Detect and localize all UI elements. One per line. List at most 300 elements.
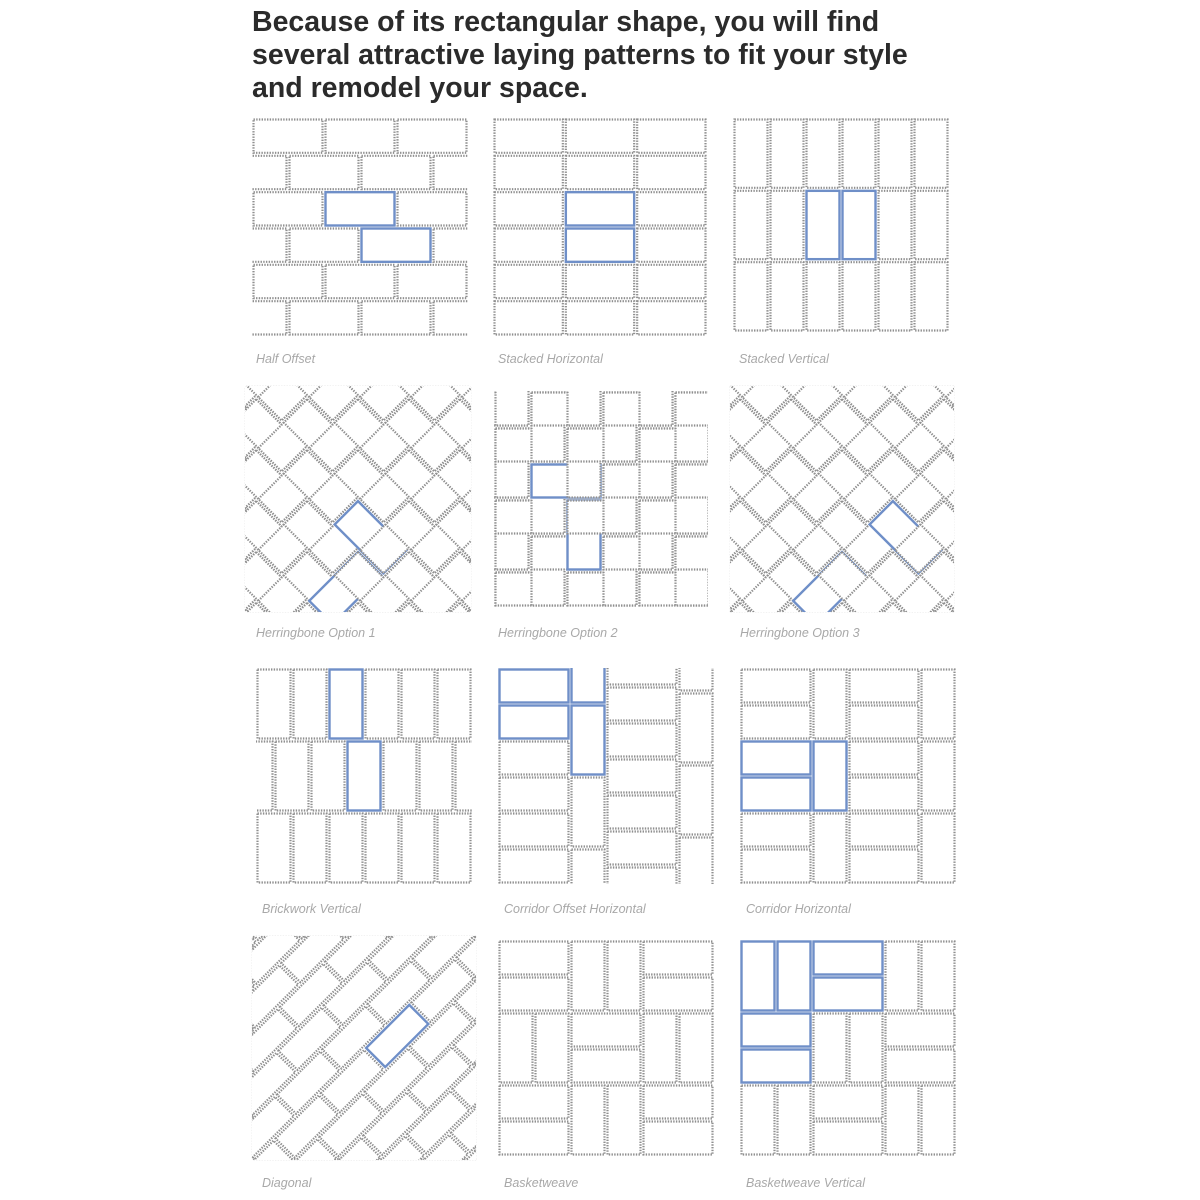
tile-pattern-icon — [103, 1013, 165, 1075]
tile-pattern-icon — [640, 357, 709, 390]
tile-pattern-icon — [1099, 552, 1171, 624]
tile-pattern-icon — [148, 968, 210, 1030]
tile-pattern-icon — [360, 1180, 422, 1200]
tile-pattern-icon — [195, 879, 257, 941]
tile-pattern-icon — [254, 120, 323, 153]
tile-pattern-icon — [1124, 297, 1196, 369]
tile-pattern-icon — [742, 814, 811, 847]
tile-pattern-icon — [946, 399, 1018, 471]
tile-pattern-icon — [194, 923, 256, 985]
tile-pattern-icon — [80, 807, 152, 879]
tile-pattern-icon — [615, 603, 687, 675]
tile-pattern-icon — [856, 357, 925, 390]
tile-pattern-icon — [131, 501, 203, 573]
herringbone-option-1-diagram — [245, 386, 471, 612]
tile-pattern-icon — [188, 1098, 250, 1160]
tile-pattern-icon — [1022, 247, 1094, 319]
tile-pattern-icon — [352, 357, 421, 390]
tile-pattern-icon — [997, 603, 1069, 675]
tile-pattern-icon — [55, 603, 127, 675]
tile-pattern-icon — [187, 1142, 249, 1200]
tile-pattern-icon — [922, 1086, 955, 1155]
tile-pattern-icon — [742, 1050, 811, 1083]
tile-pattern-icon — [258, 670, 291, 739]
tile-pattern-icon — [106, 247, 178, 319]
tile-pattern-icon — [240, 742, 273, 811]
tile-pattern-icon — [1124, 196, 1196, 268]
tile-pattern-icon — [1048, 756, 1120, 828]
tile-pattern-icon — [997, 654, 1069, 726]
pattern-half-offset — [252, 118, 468, 336]
tile-pattern-icon — [771, 191, 804, 259]
tile-pattern-icon — [850, 670, 919, 703]
tile-pattern-icon — [290, 156, 359, 189]
tile-pattern-icon — [29, 603, 101, 675]
tile-pattern-icon — [807, 262, 840, 330]
caption-herringbone-option-1: Herringbone Option 1 — [256, 626, 376, 640]
tile-pattern-icon — [1099, 603, 1171, 675]
tile-pattern-icon — [362, 301, 431, 334]
tile-pattern-icon — [500, 670, 569, 703]
tile-pattern-icon — [80, 247, 152, 319]
tile-pattern-icon — [59, 1015, 121, 1077]
tile-pattern-icon — [608, 760, 677, 793]
tile-pattern-icon — [182, 705, 254, 777]
headline — [252, 6, 972, 105]
tile-pattern-icon — [80, 450, 152, 522]
tile-pattern-icon — [1124, 756, 1196, 828]
caption-herringbone-option-3: Herringbone Option 3 — [740, 626, 860, 640]
pattern-corridor-horizontal — [740, 668, 956, 884]
tile-pattern-icon — [150, 924, 212, 986]
tile-pattern-icon — [4, 705, 76, 777]
tile-pattern-icon — [182, 552, 254, 624]
stacked-horizontal-diagram — [493, 118, 707, 336]
tile-pattern-icon — [55, 807, 127, 879]
tile-pattern-icon — [4, 858, 76, 930]
tile-pattern-icon — [29, 807, 101, 879]
tile-pattern-icon — [4, 399, 76, 471]
tile-pattern-icon — [58, 1059, 120, 1121]
tile-pattern-icon — [1048, 858, 1120, 930]
tile-pattern-icon — [398, 265, 467, 298]
tile-pattern-icon — [742, 670, 811, 703]
tile-pattern-icon — [106, 654, 178, 726]
tile-pattern-icon — [771, 120, 804, 188]
tile-pattern-icon — [1048, 552, 1120, 624]
tile-pattern-icon — [566, 192, 634, 225]
tile-pattern-icon — [254, 265, 323, 298]
tile-pattern-icon — [411, 603, 483, 675]
tile-pattern-icon — [106, 552, 178, 624]
tile-pattern-icon — [1073, 603, 1145, 675]
tile-pattern-icon — [644, 978, 713, 1011]
tile-pattern-icon — [1124, 348, 1196, 420]
caption-brickwork-vertical: Brickwork Vertical — [262, 902, 361, 916]
tile-pattern-icon — [326, 120, 395, 153]
tile-pattern-icon — [172, 537, 241, 570]
tile-pattern-icon — [997, 297, 1069, 369]
tile-pattern-icon — [191, 1011, 253, 1073]
tile-pattern-icon — [398, 192, 467, 225]
tile-pattern-icon — [1048, 297, 1120, 369]
tile-pattern-icon — [1073, 756, 1145, 828]
tile-pattern-icon — [156, 858, 228, 930]
tile-pattern-icon — [131, 552, 203, 624]
tile-pattern-icon — [29, 552, 101, 624]
tile-pattern-icon — [971, 501, 1043, 573]
tile-pattern-icon — [608, 1086, 641, 1155]
tile-pattern-icon — [1048, 654, 1120, 726]
tile-pattern-icon — [608, 942, 641, 1011]
tile-pattern-icon — [572, 778, 605, 847]
tile-pattern-icon — [608, 832, 677, 865]
herringbone-option-3-diagram — [730, 386, 954, 612]
tile-pattern-icon — [735, 262, 768, 330]
herringbone-option-2-diagram — [494, 391, 708, 607]
tile-pattern-icon — [843, 120, 876, 188]
tile-pattern-icon — [172, 465, 241, 498]
tile-pattern-icon — [771, 262, 804, 330]
tile-pattern-icon — [106, 807, 178, 879]
tile-pattern-icon — [850, 1014, 883, 1083]
tile-pattern-icon — [742, 942, 775, 1011]
tile-pattern-icon — [644, 1086, 713, 1119]
tile-pattern-icon — [131, 807, 203, 879]
tile-pattern-icon — [886, 1050, 955, 1083]
tile-pattern-icon — [1124, 450, 1196, 522]
tile-pattern-icon — [362, 229, 431, 262]
tile-pattern-icon — [997, 450, 1069, 522]
tile-pattern-icon — [1022, 450, 1094, 522]
tile-pattern-icon — [143, 1143, 205, 1200]
tile-pattern-icon — [80, 501, 152, 573]
tile-pattern-icon — [218, 301, 287, 334]
caption-corridor-offset-horizontal: Corridor Offset Horizontal — [504, 902, 646, 916]
tile-pattern-icon — [29, 756, 101, 828]
tile-pattern-icon — [971, 552, 1043, 624]
tile-pattern-icon — [80, 603, 152, 675]
tile-pattern-icon — [420, 742, 453, 811]
tile-pattern-icon — [55, 756, 127, 828]
tile-pattern-icon — [637, 229, 705, 262]
tile-pattern-icon — [971, 654, 1043, 726]
pattern-brickwork-vertical — [256, 668, 472, 884]
tile-pattern-icon — [258, 814, 291, 883]
tile-pattern-icon — [1048, 450, 1120, 522]
tile-pattern-icon — [572, 1086, 605, 1155]
tile-pattern-icon — [814, 670, 847, 739]
tile-pattern-icon — [536, 1014, 569, 1083]
tile-pattern-icon — [156, 603, 228, 675]
tile-pattern-icon — [608, 796, 677, 829]
tile-pattern-icon — [843, 262, 876, 330]
tile-pattern-icon — [680, 838, 713, 907]
tile-pattern-icon — [326, 192, 395, 225]
tile-pattern-icon — [778, 942, 811, 1011]
tile-pattern-icon — [946, 603, 1018, 675]
tile-pattern-icon — [1099, 297, 1171, 369]
tile-pattern-icon — [997, 807, 1069, 879]
tile-pattern-icon — [971, 756, 1043, 828]
tile-pattern-icon — [4, 654, 76, 726]
tile-pattern-icon — [131, 399, 203, 471]
tile-pattern-icon — [182, 450, 254, 522]
tile-pattern-icon — [29, 501, 101, 573]
tile-pattern-icon — [330, 670, 363, 739]
tile-pattern-icon — [640, 357, 673, 426]
brickwork-vertical-diagram — [256, 668, 472, 884]
tile-pattern-icon — [566, 301, 634, 334]
tile-pattern-icon — [1022, 399, 1094, 471]
tile-pattern-icon — [644, 1122, 713, 1155]
tile-pattern-icon — [500, 978, 569, 1011]
tile-pattern-icon — [326, 265, 395, 298]
headline-line-3: and remodel your space. — [252, 72, 588, 104]
tile-pattern-icon — [55, 247, 127, 319]
tile-pattern-icon — [971, 705, 1043, 777]
tile-pattern-icon — [131, 654, 203, 726]
tile-pattern-icon — [182, 196, 254, 268]
tile-pattern-icon — [14, 1060, 76, 1122]
tile-pattern-icon — [1048, 501, 1120, 573]
tile-pattern-icon — [997, 705, 1069, 777]
tile-pattern-icon — [742, 742, 811, 775]
tile-pattern-icon — [920, 603, 992, 675]
tile-pattern-icon — [156, 348, 228, 420]
tile-pattern-icon — [946, 552, 1018, 624]
tile-pattern-icon — [572, 1014, 641, 1047]
tile-pattern-icon — [104, 970, 166, 1032]
tile-pattern-icon — [964, 465, 997, 534]
tile-pattern-icon — [922, 742, 955, 811]
caption-diagonal: Diagonal — [262, 1176, 312, 1190]
tile-pattern-icon — [185, 1186, 247, 1200]
tile-pattern-icon — [814, 1086, 883, 1119]
tile-pattern-icon — [895, 603, 967, 675]
pattern-herringbone-option-2 — [494, 391, 708, 607]
tile-pattern-icon — [742, 850, 811, 883]
tile-pattern-icon — [997, 858, 1069, 930]
tile-pattern-icon — [1124, 654, 1196, 726]
tile-pattern-icon — [572, 942, 605, 1011]
tile-pattern-icon — [1099, 247, 1171, 319]
half-offset-diagram — [252, 118, 468, 336]
pattern-corridor-offset-horizontal — [498, 668, 714, 884]
caption-corridor-horizontal: Corridor Horizontal — [746, 902, 851, 916]
tile-pattern-icon — [807, 120, 840, 188]
tile-pattern-icon — [1022, 705, 1094, 777]
tile-pattern-icon — [99, 1145, 161, 1200]
tile-pattern-icon — [850, 850, 919, 883]
tile-pattern-icon — [946, 450, 1018, 522]
tile-pattern-icon — [1073, 654, 1145, 726]
tile-pattern-icon — [1048, 705, 1120, 777]
tile-pattern-icon — [4, 501, 76, 573]
tile-pattern-icon — [4, 552, 76, 624]
tile-pattern-icon — [294, 670, 327, 739]
tile-pattern-icon — [4, 348, 76, 420]
tile-pattern-icon — [102, 1057, 164, 1119]
tile-pattern-icon — [886, 1014, 955, 1047]
tile-pattern-icon — [80, 196, 152, 268]
tile-pattern-icon — [644, 1014, 677, 1083]
tile-pattern-icon — [1073, 807, 1145, 879]
tile-pattern-icon — [1073, 501, 1145, 573]
corridor-offset-horizontal-diagram — [498, 668, 714, 884]
tile-pattern-icon — [814, 978, 883, 1011]
tile-pattern-icon — [1022, 654, 1094, 726]
tile-pattern-icon — [1073, 196, 1145, 268]
tile-pattern-icon — [55, 348, 127, 420]
tile-pattern-icon — [637, 156, 705, 189]
tile-pattern-icon — [495, 120, 563, 153]
tile-pattern-icon — [735, 120, 768, 188]
tile-pattern-icon — [495, 265, 563, 298]
tile-pattern-icon — [915, 191, 948, 259]
tile-pattern-icon — [330, 814, 363, 883]
tile-pattern-icon — [1073, 399, 1145, 471]
diagonal-diagram — [252, 936, 476, 1160]
tile-pattern-icon — [1124, 603, 1196, 675]
tile-pattern-icon — [136, 501, 205, 534]
tile-pattern-icon — [55, 501, 127, 573]
tile-pattern-icon — [637, 265, 705, 298]
tile-pattern-icon — [55, 858, 127, 930]
tile-pattern-icon — [971, 807, 1043, 879]
tile-pattern-icon — [1022, 297, 1094, 369]
tile-pattern-icon — [879, 262, 912, 330]
caption-half-offset: Half Offset — [256, 352, 316, 366]
tile-pattern-icon — [182, 399, 254, 471]
tile-pattern-icon — [106, 501, 178, 573]
tile-pattern-icon — [131, 603, 203, 675]
tile-pattern-icon — [388, 609, 457, 642]
tile-pattern-icon — [946, 501, 1018, 573]
tile-pattern-icon — [500, 706, 569, 739]
tile-pattern-icon — [742, 778, 811, 811]
tile-pattern-icon — [922, 942, 955, 1011]
tile-pattern-icon — [946, 705, 1018, 777]
tile-pattern-icon — [946, 858, 1018, 930]
tile-pattern-icon — [1048, 603, 1120, 675]
tile-pattern-icon — [850, 706, 919, 739]
tile-pattern-icon — [850, 778, 919, 811]
tile-pattern-icon — [4, 807, 76, 879]
tile-pattern-icon — [997, 552, 1069, 624]
tile-pattern-icon — [398, 120, 467, 153]
tile-pattern-icon — [100, 1101, 162, 1163]
basketweave-vertical-diagram — [740, 940, 956, 1156]
tile-pattern-icon — [500, 1086, 569, 1119]
tile-pattern-icon — [946, 297, 1018, 369]
tile-pattern-icon — [156, 501, 228, 573]
tile-pattern-icon — [182, 297, 254, 369]
tile-pattern-icon — [189, 1054, 251, 1116]
tile-pattern-icon — [1099, 348, 1171, 420]
tile-pattern-icon — [4, 247, 76, 319]
caption-stacked-horizontal: Stacked Horizontal — [498, 352, 603, 366]
tile-pattern-icon — [997, 348, 1069, 420]
tile-pattern-icon — [566, 265, 634, 298]
basketweave-diagram — [498, 940, 714, 1156]
tile-pattern-icon — [131, 247, 203, 319]
tile-pattern-icon — [608, 688, 677, 721]
tile-pattern-icon — [1099, 654, 1171, 726]
tile-pattern-icon — [922, 670, 955, 739]
tile-pattern-icon — [156, 705, 228, 777]
tile-pattern-icon — [735, 191, 768, 259]
tile-pattern-icon — [156, 450, 228, 522]
tile-pattern-icon — [568, 357, 601, 426]
tile-pattern-icon — [608, 724, 677, 757]
tile-pattern-icon — [680, 766, 713, 835]
tile-pattern-icon — [850, 814, 919, 847]
tile-pattern-icon — [1022, 348, 1094, 420]
tile-pattern-icon — [915, 120, 948, 188]
tile-pattern-icon — [495, 229, 563, 262]
tile-pattern-icon — [182, 348, 254, 420]
tile-pattern-icon — [997, 756, 1069, 828]
tile-pattern-icon — [192, 967, 254, 1029]
tile-pattern-icon — [566, 156, 634, 189]
pattern-stacked-horizontal — [493, 118, 707, 336]
tile-pattern-icon — [1099, 858, 1171, 930]
tile-pattern-icon — [807, 191, 840, 259]
tile-pattern-icon — [1073, 247, 1145, 319]
tile-pattern-icon — [742, 1014, 811, 1047]
tile-pattern-icon — [208, 573, 241, 642]
tile-pattern-icon — [1073, 348, 1145, 420]
tile-pattern-icon — [971, 297, 1043, 369]
tile-pattern-icon — [156, 247, 228, 319]
tile-pattern-icon — [448, 1177, 510, 1200]
tile-pattern-icon — [80, 705, 152, 777]
tile-pattern-icon — [1099, 399, 1171, 471]
tile-pattern-icon — [1099, 756, 1171, 828]
tile-pattern-icon — [156, 297, 228, 369]
tile-pattern-icon — [80, 654, 152, 726]
tile-pattern-icon — [141, 1187, 203, 1200]
tile-pattern-icon — [29, 297, 101, 369]
tile-pattern-icon — [1124, 399, 1196, 471]
tile-pattern-icon — [495, 192, 563, 225]
tile-pattern-icon — [922, 814, 955, 883]
headline-line-2: several attractive laying patterns to fit your style — [252, 39, 908, 71]
tile-pattern-icon — [1099, 807, 1171, 879]
tile-pattern-icon — [1099, 450, 1171, 522]
tile-pattern-icon — [208, 501, 241, 570]
tile-pattern-icon — [742, 706, 811, 739]
tile-pattern-icon — [182, 807, 254, 879]
tile-pattern-icon — [4, 603, 76, 675]
tile-pattern-icon — [80, 756, 152, 828]
pattern-basketweave-vertical — [740, 940, 956, 1156]
tile-pattern-icon — [106, 297, 178, 369]
tile-pattern-icon — [1022, 756, 1094, 828]
tile-pattern-icon — [1073, 297, 1145, 369]
tile-pattern-icon — [156, 756, 228, 828]
tile-pattern-icon — [182, 603, 254, 675]
tile-pattern-icon — [870, 603, 942, 675]
tile-pattern-icon — [946, 756, 1018, 828]
caption-herringbone-option-2: Herringbone Option 2 — [498, 626, 618, 640]
tile-pattern-icon — [1048, 399, 1120, 471]
tile-pattern-icon — [946, 348, 1018, 420]
tile-pattern-icon — [676, 609, 745, 642]
tile-pattern-icon — [997, 501, 1069, 573]
tile-pattern-icon — [290, 229, 359, 262]
